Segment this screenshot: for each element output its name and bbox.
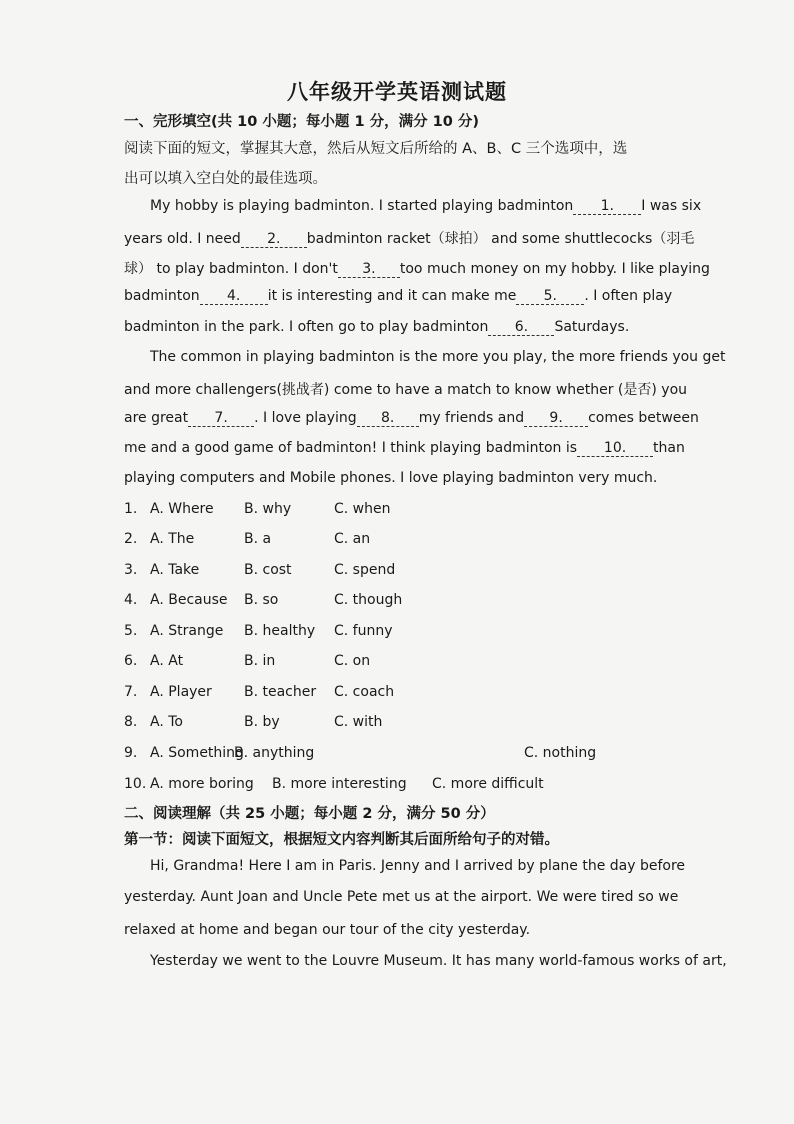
passage-line-8: are great 7. . I love playing 8. my friends and 9. comes between (124, 410, 699, 426)
passage-line-4: badminton 4. it is interesting and it can make me 5. . I often play (124, 288, 673, 304)
option-a[interactable]: A. The (150, 531, 195, 547)
option-a[interactable]: A. Player (150, 684, 212, 700)
option-b[interactable]: B. more interesting (272, 776, 407, 792)
section2-heading: 二、阅读理解（共 25 小题；每小题 2 分，满分 50 分） (124, 806, 495, 822)
option-b[interactable]: B. in (244, 653, 276, 669)
option-b[interactable]: B. a (244, 531, 272, 547)
reading-line-4: Yesterday we went to the Louvre Museum. It has many world-famous works of art, (150, 953, 727, 969)
passage-line-2: years old. I need 2. badminton racket（球拍） and some shuttlecocks（羽毛 (124, 231, 695, 247)
blank-3[interactable]: 3. (338, 261, 400, 278)
option-row: 6. A. At B. in C. on (124, 653, 371, 669)
option-b[interactable]: B. healthy (244, 623, 316, 639)
option-a[interactable]: A. Take (150, 562, 200, 578)
option-c[interactable]: C. nothing (524, 745, 597, 761)
option-row: 2. A. The B. a C. an (124, 531, 371, 547)
passage-line-7: and more challengers(挑战者) come to have a match to know whether (是否) you (124, 382, 688, 398)
option-b[interactable]: B. anything (234, 745, 315, 761)
section2-part1: 第一节：阅读下面短文，根据短文内容判断其后面所给句子的对错。 (124, 832, 559, 848)
option-row: 10. A. more boring B. more interesting C. more difficult (124, 776, 544, 792)
option-row: 8. A. To B. by C. with (124, 714, 383, 730)
passage-line-10: playing computers and Mobile phones. I love playing badminton very much. (124, 470, 658, 486)
option-a[interactable]: A. Something (150, 745, 244, 761)
passage-line-3: 球） to play badminton. I don't 3. too much money on my hobby. I like playing (124, 261, 710, 277)
blank-7[interactable]: 7. (188, 410, 254, 427)
option-b[interactable]: B. so (244, 592, 279, 608)
option-a[interactable]: A. Because (150, 592, 228, 608)
passage-line-6: The common in playing badminton is the more you play, the more friends you get (150, 349, 726, 365)
option-row: 3. A. Take B. cost C. spend (124, 562, 396, 578)
option-c[interactable]: C. on (334, 653, 371, 669)
option-row: 1. A. Where B. why C. when (124, 501, 391, 517)
option-b[interactable]: B. teacher (244, 684, 317, 700)
option-c[interactable]: C. more difficult (432, 776, 544, 792)
option-row: 7. A. Player B. teacher C. coach (124, 684, 395, 700)
page-title: 八年级开学英语测试题 (287, 80, 507, 104)
blank-5[interactable]: 5. (516, 288, 584, 305)
option-c[interactable]: C. with (334, 714, 383, 730)
blank-4[interactable]: 4. (200, 288, 268, 305)
section1-instruction-2: 出可以填入空白处的最佳选项。 (124, 171, 327, 187)
blank-2[interactable]: 2. (241, 231, 307, 248)
option-c[interactable]: C. when (334, 501, 391, 517)
option-b[interactable]: B. why (244, 501, 292, 517)
option-a[interactable]: A. Strange (150, 623, 224, 639)
option-c[interactable]: C. funny (334, 623, 393, 639)
passage-line-5: badminton in the park. I often go to play badminton 6. Saturdays. (124, 319, 630, 335)
blank-8[interactable]: 8. (357, 410, 419, 427)
option-c[interactable]: C. an (334, 531, 371, 547)
reading-line-1: Hi, Grandma! Here I am in Paris. Jenny and I arrived by plane the day before (150, 858, 686, 874)
option-a[interactable]: A. At (150, 653, 184, 669)
option-a[interactable]: A. Where (150, 501, 214, 517)
reading-line-3: relaxed at home and began our tour of the city yesterday. (124, 922, 531, 938)
option-a[interactable]: A. more boring (150, 776, 254, 792)
section1-heading: 一、完形填空(共 10 小题；每小题 1 分，满分 10 分) (124, 114, 479, 130)
option-c[interactable]: C. spend (334, 562, 396, 578)
option-a[interactable]: A. To (150, 714, 183, 730)
reading-line-2: yesterday. Aunt Joan and Uncle Pete met us at the airport. We were tired so we (124, 889, 679, 905)
blank-9[interactable]: 9. (524, 410, 588, 427)
option-c[interactable]: C. though (334, 592, 403, 608)
option-b[interactable]: B. cost (244, 562, 292, 578)
passage-line-9: me and a good game of badminton! I think playing badminton is 10. than (124, 440, 685, 456)
blank-6[interactable]: 6. (488, 319, 554, 336)
passage-line-1: My hobby is playing badminton. I started playing badminton 1. I was six (150, 198, 702, 214)
option-row: 5. A. Strange B. healthy C. funny (124, 623, 393, 639)
option-b[interactable]: B. by (244, 714, 280, 730)
blank-1[interactable]: 1. (573, 198, 641, 215)
option-c[interactable]: C. coach (334, 684, 395, 700)
option-row: 9. A. SomethingB. anything C. nothing (124, 745, 597, 761)
section1-instruction-1: 阅读下面的短文，掌握其大意，然后从短文后所给的 A、B、C 三个选项中，选 (124, 141, 628, 157)
option-row: 4. A. Because B. so C. though (124, 592, 403, 608)
blank-10[interactable]: 10. (577, 440, 653, 457)
